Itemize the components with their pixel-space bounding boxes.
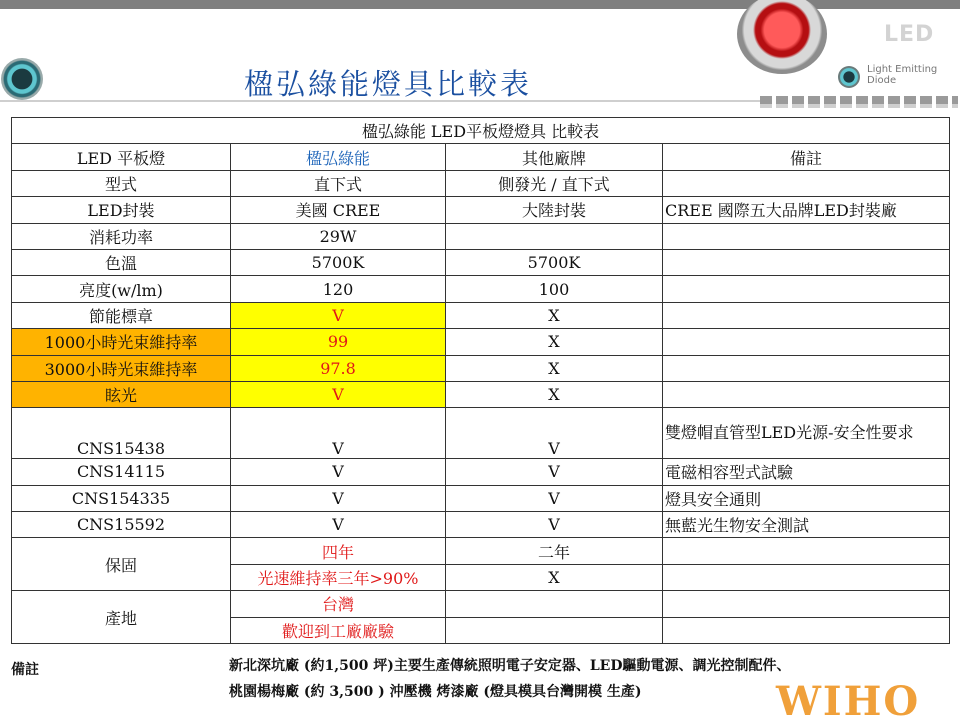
note-cell: 雙燈帽直管型LED光源-安全性要求	[663, 408, 950, 459]
row-label: CNS154335	[12, 485, 231, 511]
table-row	[12, 512, 950, 538]
note-cell	[663, 617, 950, 643]
decorative-dashes	[760, 96, 958, 104]
warranty-label: 保固	[12, 538, 231, 591]
other-value: X	[446, 381, 663, 407]
note-cell	[663, 329, 950, 355]
ours-value: V	[231, 381, 446, 407]
ours-value: 99	[231, 329, 446, 355]
warranty-other: 二年	[446, 538, 663, 564]
other-value: X	[446, 302, 663, 328]
table-row	[12, 302, 950, 328]
row-label: 1000小時光束維持率	[12, 329, 231, 355]
lumen-maintenance-ours: 光速維持率三年>90%	[231, 564, 446, 590]
origin-label: 產地	[12, 591, 231, 644]
note-cell	[663, 538, 950, 564]
table-row	[12, 170, 950, 196]
ours-value: 120	[231, 276, 446, 302]
table-row	[12, 223, 950, 249]
header-notes: 備註	[663, 144, 950, 170]
row-label: 亮度(w/lm)	[12, 276, 231, 302]
wiho-logo: WIHO	[776, 678, 921, 725]
ours-value: 29W	[231, 223, 446, 249]
note-cell: 燈具安全通則	[663, 485, 950, 511]
table-row	[12, 459, 950, 485]
table-row	[12, 276, 950, 302]
table-caption: 楹弘綠能 LED平板燈燈具 比較表	[12, 118, 950, 144]
factory-visit: 歡迎到工廠廠驗	[231, 617, 446, 643]
footer-line-1: 新北深坑廠 (約1,500 坪)主要生產傳統照明電子安定器、LED驅動電源、調光控制配件、	[229, 658, 791, 674]
table-row	[12, 408, 950, 459]
row-label: 節能標章	[12, 302, 231, 328]
note-cell	[663, 302, 950, 328]
row-label: 眩光	[12, 381, 231, 407]
header-product: LED 平板燈	[12, 144, 231, 170]
ours-value: 美國 CREE	[231, 197, 446, 223]
note-cell	[663, 564, 950, 590]
comparison-table	[11, 117, 950, 644]
note-cell	[663, 223, 950, 249]
lumen-maintenance-other: X	[446, 564, 663, 590]
note-cell: 電磁相容型式試驗	[663, 459, 950, 485]
ours-value: V	[231, 485, 446, 511]
note-cell	[663, 381, 950, 407]
row-label: 色溫	[12, 249, 231, 275]
header-other: 其他廠牌	[446, 144, 663, 170]
note-cell	[663, 591, 950, 617]
table-row	[12, 329, 950, 355]
other-value: V	[446, 485, 663, 511]
other-value: 側發光 / 直下式	[446, 170, 663, 196]
row-label: 3000小時光束維持率	[12, 355, 231, 381]
note-cell	[663, 170, 950, 196]
origin-other-2	[446, 617, 663, 643]
other-value: V	[446, 408, 663, 459]
other-value	[446, 223, 663, 249]
ours-value: V	[231, 512, 446, 538]
note-cell	[663, 249, 950, 275]
decorative-dashes-lower	[760, 104, 958, 108]
table-row	[12, 197, 950, 223]
table-row	[12, 485, 950, 511]
ours-value: V	[231, 459, 446, 485]
other-value: X	[446, 329, 663, 355]
other-value: V	[446, 459, 663, 485]
ours-value: 直下式	[231, 170, 446, 196]
table-row	[12, 355, 950, 381]
note-cell: 無藍光生物安全測試	[663, 512, 950, 538]
led-bulb-image	[737, 0, 827, 74]
row-label: CNS14115	[12, 459, 231, 485]
other-value: 5700K	[446, 249, 663, 275]
origin-other	[446, 591, 663, 617]
table-row-warranty	[12, 538, 950, 564]
ours-value: V	[231, 302, 446, 328]
header-ours: 楹弘綠能	[231, 144, 446, 170]
note-cell: CREE 國際五大品牌LED封裝廠	[663, 197, 950, 223]
row-label: CNS15592	[12, 512, 231, 538]
footer-line-2: 桃園楊梅廠 (約 3,500 ) 沖壓機 烤漆廠 (燈具模具台灣開模 生產)	[229, 684, 642, 700]
table-row	[12, 249, 950, 275]
row-label: 消耗功率	[12, 223, 231, 249]
row-label: 型式	[12, 170, 231, 196]
ours-value: 5700K	[231, 249, 446, 275]
small-lamp-icon	[838, 66, 860, 88]
row-label: CNS15438	[12, 408, 231, 459]
other-value: X	[446, 355, 663, 381]
table-row-origin	[12, 591, 950, 617]
other-value: V	[446, 512, 663, 538]
ours-value: 97.8	[231, 355, 446, 381]
ours-value: V	[231, 408, 446, 459]
row-label: LED封裝	[12, 197, 231, 223]
other-value: 大陸封裝	[446, 197, 663, 223]
table-row	[12, 381, 950, 407]
footer-label: 備註	[11, 662, 39, 678]
led-logo: LED	[884, 22, 935, 47]
origin-ours: 台灣	[231, 591, 446, 617]
table-caption-row	[12, 118, 950, 144]
led-tagline: Light Emitting Diode	[867, 64, 938, 86]
note-cell	[663, 276, 950, 302]
warranty-ours: 四年	[231, 538, 446, 564]
other-value: 100	[446, 276, 663, 302]
table-header-row	[12, 144, 950, 170]
note-cell	[663, 355, 950, 381]
led-lamp-icon	[1, 58, 43, 100]
page-title: 楹弘綠能燈具比較表	[244, 67, 533, 101]
